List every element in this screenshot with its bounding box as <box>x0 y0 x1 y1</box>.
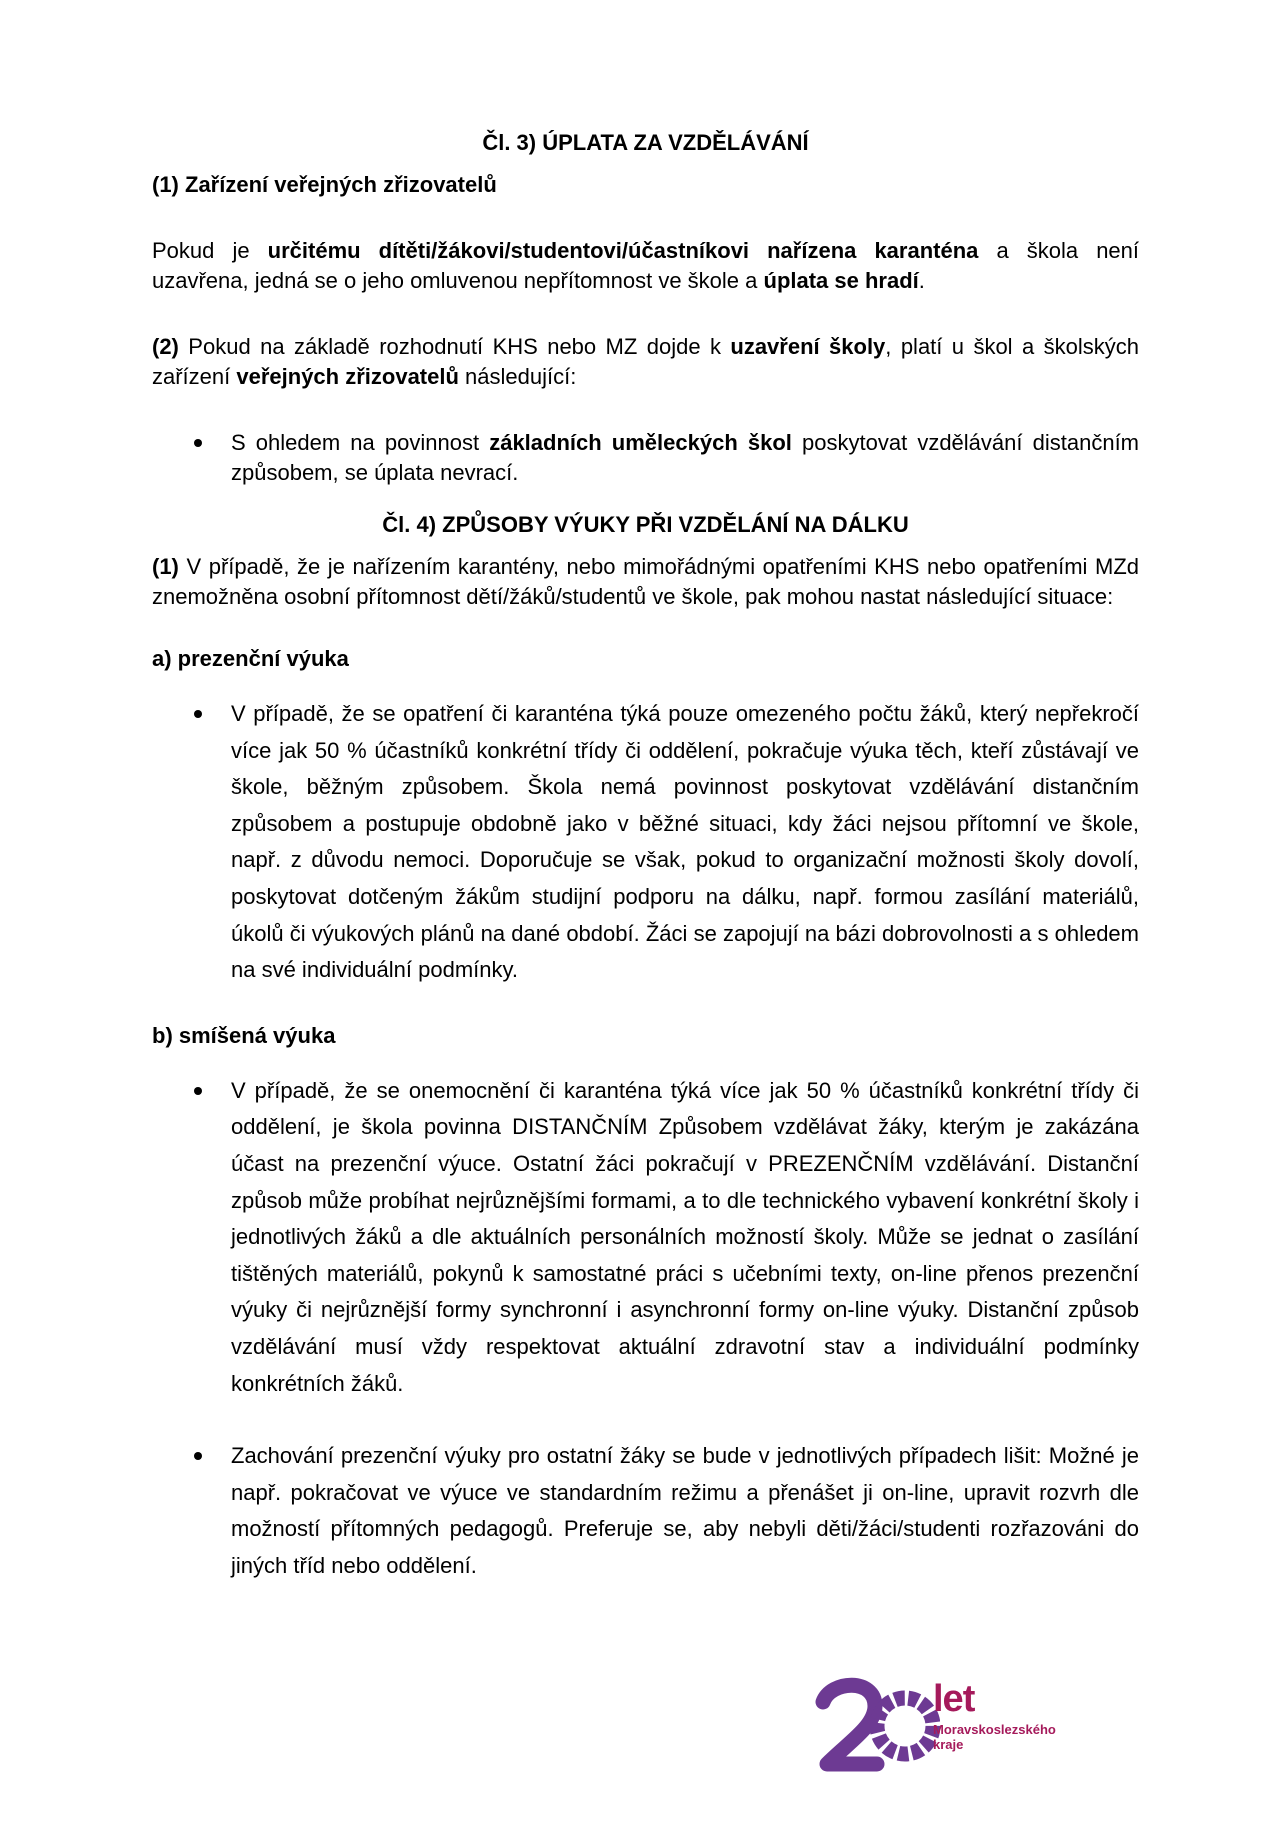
logo-text <box>933 1680 1056 1752</box>
section-4-subheading-a: a) prezenční výuka <box>152 646 349 671</box>
bullet-icon <box>194 1087 202 1095</box>
section-4-paragraph-1: (1) V případě, že je nařízením karantény, nebo mimořádnými opatřeními KHS nebo opatřeními MZd znemožněna osobní přítomnost dětí/žáků/studentů ve škole, pak mohou nastat následující situace: <box>152 554 1139 609</box>
logo-word-let: let <box>933 1678 975 1720</box>
twenty-logo-icon <box>815 1672 940 1782</box>
section-3-bullet-list <box>152 428 1139 488</box>
section-3-paragraph-2: (2) Pokud na základě rozhodnutí KHS nebo MZ dojde k uzavření školy, platí u škol a školských zařízení veřejných zřizovatelů následující: <box>152 334 1139 389</box>
list-item: Zachování prezenční výuky pro ostatní žáky se bude v jednotlivých případech lišit: Možné je např. pokračovat ve výuce ve standardním režimu a přenášet ji on-line, upravit rozvrh dle možností přítomných pedagogů. Preferuje se, aby nebyli děti/žáci/studenti rozřazováni do jiných tříd nebo oddělení. <box>152 1438 1139 1584</box>
section-4-subheading-b: b) smíšená výuka <box>152 1022 336 1048</box>
bullet-icon <box>194 439 202 447</box>
list-item: S ohledem na povinnost základních uměleckých škol poskytovat vzdělávání distančním způsobem, se úplata nevrací. <box>152 428 1139 488</box>
bullet-icon <box>194 710 202 718</box>
section-4-list-a <box>152 696 1139 989</box>
list-item: V případě, že se onemocnění či karanténa týká více jak 50 % účastníků konkrétní třídy či oddělení, je škola povinna DISTANČNÍM Způsobem vzdělávat žáky, kterým je zakázána účast na prezenční výuce. Ostatní žáci pokračují v PREZENČNÍM vzdělávání. Distanční způsob může probíhat nejrůznějšími formami, a to dle technického vybavení konkrétní školy i jednotlivých žáků a dle aktuálních personálních možností školy. Může se jednat o zasílání tištěných materiálů, pokynů k samostatné práci s učebními texty, on-line přenos prezenční výuky či nejrůznější formy synchronní i asynchronní formy on-line výuky. Distanční způsob vzdělávání musí vždy respektovat aktuální zdravotní stav a individuální podmínky konkrétních žáků. <box>152 1073 1139 1402</box>
section-3-subheading-1: (1) Zařízení veřejných zřizovatelů <box>152 172 497 197</box>
page-content <box>152 128 1139 1584</box>
logo-line-1: Moravskoslezského <box>933 1722 1056 1737</box>
section-3-title: Čl. 3) ÚPLATA ZA VZDĚLÁVÁNÍ <box>482 130 809 155</box>
section-4-list-b <box>152 1073 1139 1585</box>
anniversary-logo <box>815 1672 1095 1782</box>
logo-line-2: kraje <box>933 1737 964 1752</box>
bullet-icon <box>194 1452 202 1460</box>
section-3-paragraph-1: Pokud je určitému dítěti/žákovi/studentovi/účastníkovi nařízena karanténa a škola není uzavřena, jedná se o jeho omluvenou nepřítomnost ve škole a úplata se hradí. <box>152 238 1140 293</box>
list-item: V případě, že se opatření či karanténa týká pouze omezeného počtu žáků, který nepřekročí více jak 50 % účastníků konkrétní třídy či oddělení, pokračuje výuka těch, kteří zůstávají ve škole, běžným způsobem. Škola nemá povinnost poskytovat vzdělávání distančním způsobem a postupuje obdobně jako v běžné situaci, kdy žáci nejsou přítomní ve škole, např. z důvodu nemoci. Doporučuje se však, pokud to organizační možnosti školy dovolí, poskytovat dotčeným žákům studijní podporu na dálku, např. formou zasílání materiálů, úkolů či výukových plánů na dané období. Žáci se zapojují na bázi dobrovolnosti a s ohledem na své individuální podmínky. <box>152 696 1139 989</box>
section-4-title: Čl. 4) ZPŮSOBY VÝUKY PŘI VZDĚLÁNÍ NA DÁLKU <box>382 512 909 537</box>
